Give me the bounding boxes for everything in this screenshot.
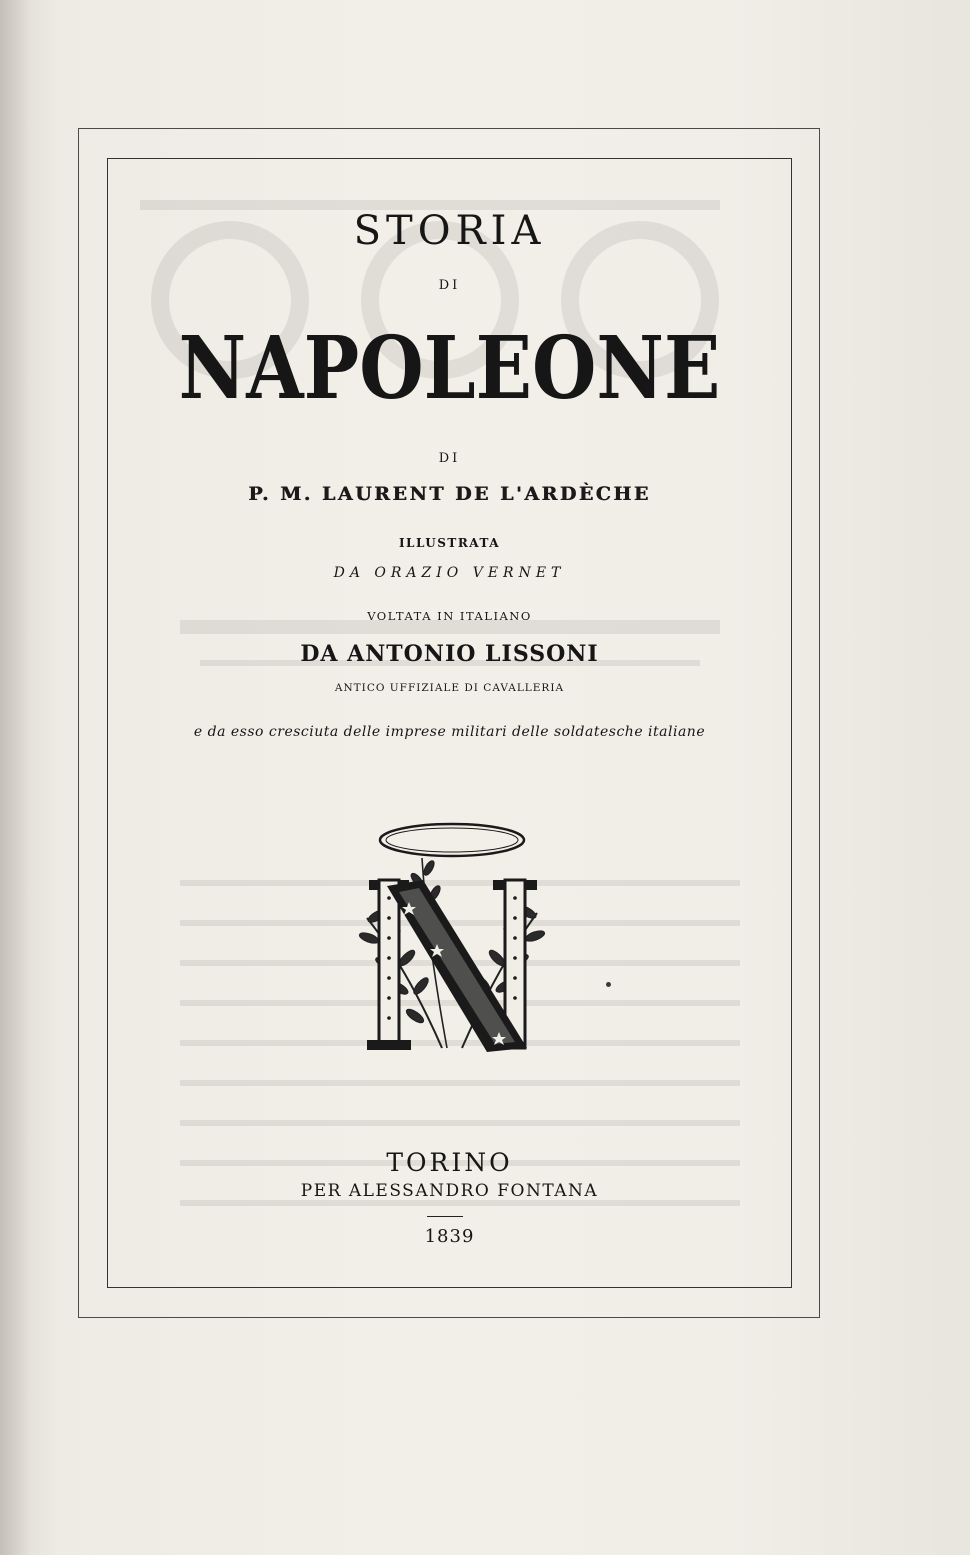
author-name: P. M. LAURENT DE L'ARDÈCHE [248, 483, 651, 505]
illustrator-name: DA ORAZIO VERNET [333, 565, 566, 581]
connector-di-1: DI [438, 278, 461, 293]
augmentation-note: e da esso cresciuta delle imprese militari delle soldatesche italiane [193, 724, 706, 740]
title-top: STORIA [353, 208, 546, 254]
publication-year: 1839 [424, 1226, 475, 1247]
publication-city: TORINO [386, 1148, 513, 1177]
title-block [107, 158, 792, 1288]
illustrated-label: ILLUSTRATA [398, 536, 501, 550]
translated-label: VOLTATA IN ITALIANO [367, 609, 532, 623]
year-rule [427, 1216, 463, 1217]
main-title: NAPOLEONE [178, 318, 721, 419]
connector-di-2: DI [438, 451, 461, 466]
n-monogram-emblem-icon [347, 818, 557, 1063]
ink-speck [606, 982, 611, 987]
translator-role: ANTICO UFFIZIALE DI CAVALLERIA [334, 682, 565, 694]
translator-name: DA ANTONIO LISSONI [300, 641, 599, 667]
publisher-name: PER ALESSANDRO FONTANA [300, 1181, 599, 1201]
